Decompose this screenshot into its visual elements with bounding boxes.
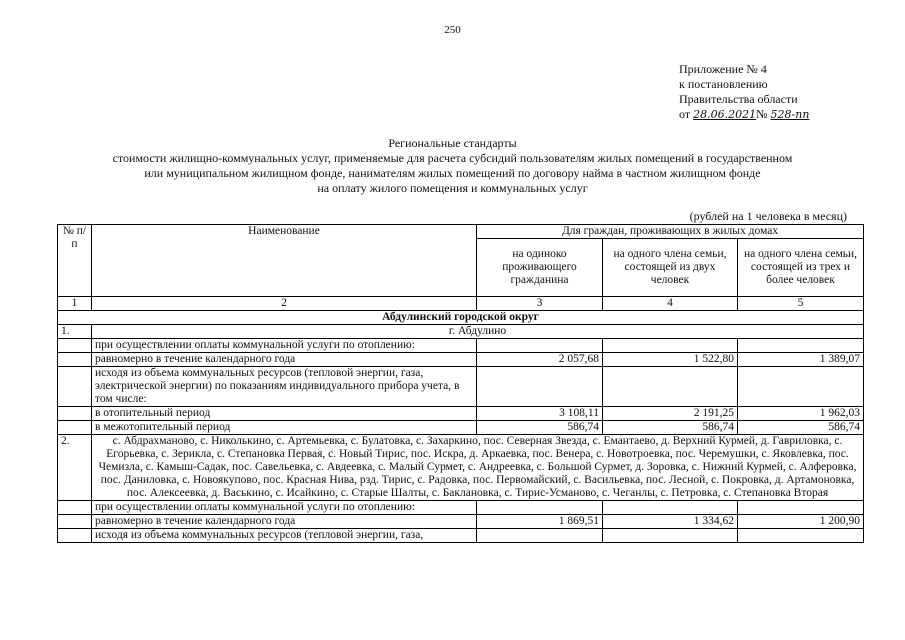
row-label: в отопительный период bbox=[92, 407, 477, 421]
index-cell: 3 bbox=[477, 297, 603, 311]
header-row-1 bbox=[58, 225, 864, 239]
row-label: исходя из объема коммунальных ресурсов (тепловой энергии, газа, электрической энергии) по показаниям индивидуального прибора учета, в том числе: bbox=[92, 367, 477, 407]
row-label: равномерно в течение календарного года bbox=[92, 353, 477, 367]
value-cell: 2 057,68 bbox=[477, 353, 603, 367]
appendix-line-2: к постановлению bbox=[679, 77, 768, 91]
document-title bbox=[0, 136, 905, 196]
number-sign: № bbox=[756, 107, 768, 121]
section-2-row bbox=[58, 435, 864, 501]
section-1-row bbox=[58, 325, 864, 339]
standards-table bbox=[57, 224, 864, 543]
header-col-3: на одиноко проживающего гражданина bbox=[477, 239, 603, 297]
table-row bbox=[58, 339, 864, 353]
index-cell: 5 bbox=[738, 297, 864, 311]
header-col-5: на одного члена семьи, состоящей из трех и более человек bbox=[738, 239, 864, 297]
value-cell: 1 200,90 bbox=[738, 515, 864, 529]
section-place: с. Абдрахманово, с. Николькино, с. Артемьевка, с. Булатовка, с. Захаркино, пос. Северная Звезда, с. Емантаево, д. Верхний Курмей, д. Гавриловка, с. Егорьевка, с. Зерикла, с. Степановка Первая, с. Новый Тирис, пос. Искра, д. Аркаевка, пос. Венера, с. Новотроевка, пос. Черемушки, с. Яковлевка, пос. Чемизла, с. Камыш-Садак, пос. Савельевка, с. Авдеевка, с. Малый Сурмет, с. Андреевка, с. Большой Сурмет, д. Зоровка, с. Нижний Курмей, с. Алферовка, пос. Даниловка, с. Новоякупово, пос. Красная Нива, рзд. Тирис, с. Радовка, пос. Первомайский, с. Васильевка, пос. Лесной, с. Покровка, д. Артамоновка, пос. Алексеевка, д. Васькино, с. Исайкино, с. Старые Шалты, с. Баклановка, с. Тирис-Усманово, с. Чеганлы, с. Петровка, с. Степановка Вторая bbox=[92, 435, 864, 501]
value-cell: 1 962,03 bbox=[738, 407, 864, 421]
table-row bbox=[58, 407, 864, 421]
title-line-3: или муниципальном жилищном фонде, нанимателям жилых помещений по договору найма в частном жилищном фонде bbox=[144, 166, 761, 180]
table-row bbox=[58, 529, 864, 543]
table-row bbox=[58, 421, 864, 435]
appendix-block bbox=[679, 62, 809, 122]
district-name: Абдулинский городской округ bbox=[58, 311, 864, 325]
table-row bbox=[58, 501, 864, 515]
row-label: равномерно в течение календарного года bbox=[92, 515, 477, 529]
units-note: (рублей на 1 человека в месяц) bbox=[689, 209, 847, 223]
title-line-4: на оплату жилого помещения и коммунальных услуг bbox=[317, 181, 588, 195]
value-cell: 1 522,80 bbox=[603, 353, 738, 367]
section-number: 2. bbox=[58, 435, 92, 501]
row-label: исходя из объема коммунальных ресурсов (тепловой энергии, газа, bbox=[92, 529, 477, 543]
page-number: 250 bbox=[444, 24, 461, 36]
header-name: Наименование bbox=[92, 225, 477, 297]
header-num: № п/п bbox=[58, 225, 92, 297]
title-line-1: Региональные стандарты bbox=[388, 136, 517, 150]
section-number: 1. bbox=[58, 325, 92, 339]
district-row bbox=[58, 311, 864, 325]
value-cell: 1 869,51 bbox=[477, 515, 603, 529]
index-cell: 2 bbox=[92, 297, 477, 311]
index-row bbox=[58, 297, 864, 311]
value-cell: 586,74 bbox=[603, 421, 738, 435]
appendix-line-4 bbox=[679, 107, 809, 122]
index-cell: 4 bbox=[603, 297, 738, 311]
handwritten-doc-number: 528-пп bbox=[770, 108, 810, 121]
title-line-2: стоимости жилищно-коммунальных услуг, применяемые для расчета субсидий пользователям жилых помещений в государственном bbox=[112, 151, 793, 165]
appendix-line-1: Приложение № 4 bbox=[679, 62, 767, 76]
table-row bbox=[58, 515, 864, 529]
section-place: г. Абдулино bbox=[92, 325, 864, 339]
header-group: Для граждан, проживающих в жилых домах bbox=[477, 225, 864, 239]
value-cell: 3 108,11 bbox=[477, 407, 603, 421]
row-label: при осуществлении оплаты коммунальной услуги по отоплению: bbox=[92, 501, 477, 515]
value-cell: 586,74 bbox=[477, 421, 603, 435]
value-cell: 586,74 bbox=[738, 421, 864, 435]
table-row bbox=[58, 367, 864, 407]
appendix-line-3: Правительства области bbox=[679, 92, 798, 106]
header-col-4: на одного члена семьи, состоящей из двух человек bbox=[603, 239, 738, 297]
row-label: при осуществлении оплаты коммунальной услуги по отоплению: bbox=[92, 339, 477, 353]
table-row bbox=[58, 353, 864, 367]
value-cell: 2 191,25 bbox=[603, 407, 738, 421]
index-cell: 1 bbox=[58, 297, 92, 311]
value-cell: 1 334,62 bbox=[603, 515, 738, 529]
appendix-from: от bbox=[679, 107, 694, 121]
handwritten-date: 28.06.2021 bbox=[693, 108, 757, 121]
value-cell: 1 389,07 bbox=[738, 353, 864, 367]
row-label: в межотопительный период bbox=[92, 421, 477, 435]
